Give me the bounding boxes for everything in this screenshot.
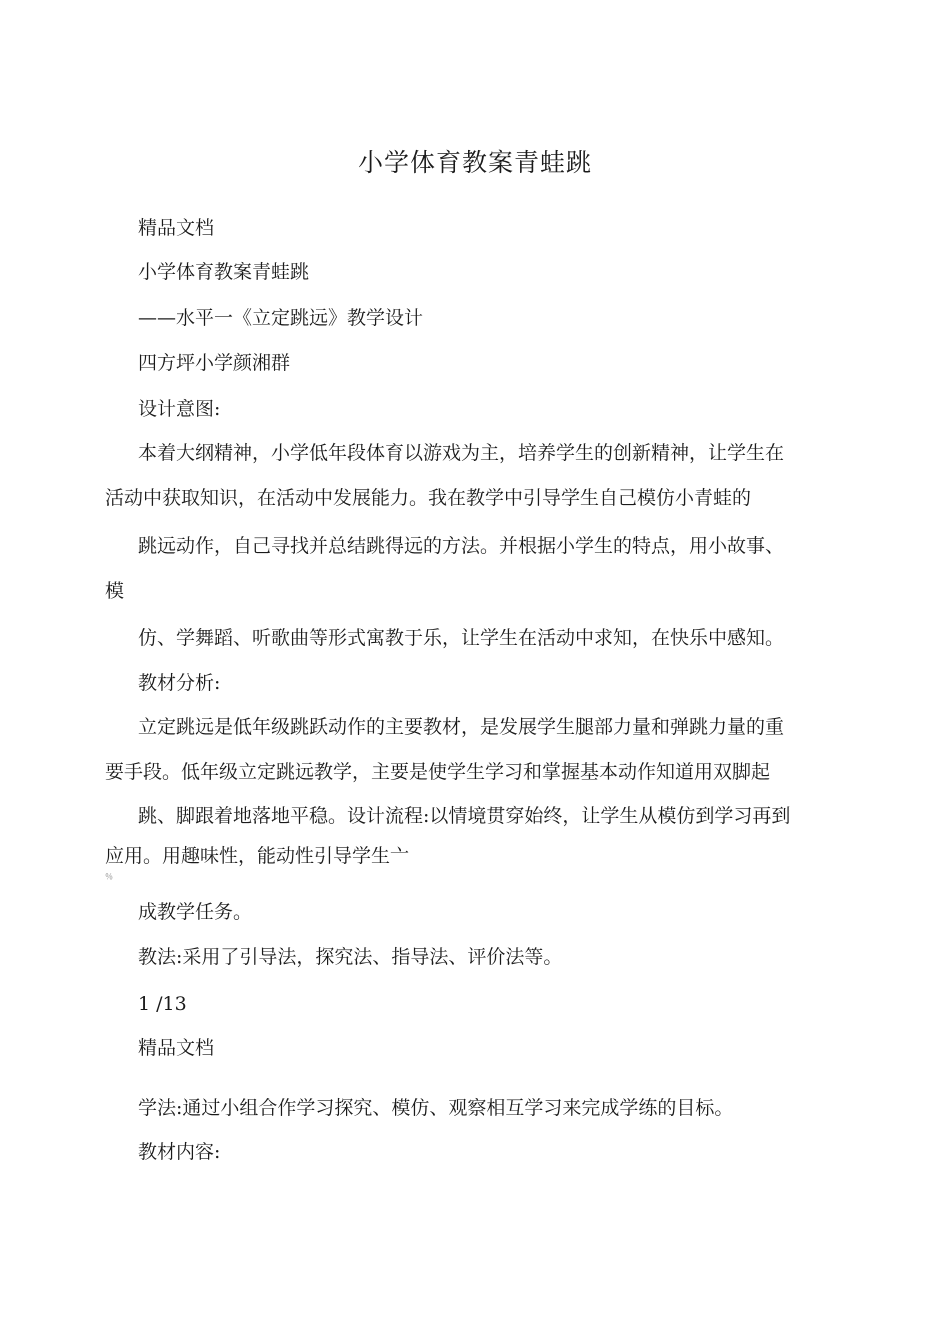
paragraph-line: 应用。用趣味性，能动性引导学生亠 bbox=[105, 845, 410, 867]
learning-method-line: 学法:通过小组合作学习探究、模仿、观察相互学习来完成学练的目标。 bbox=[138, 1097, 734, 1119]
paragraph-line: 要手段。低年级立定跳远教学，主要是使学生学习和掌握基本动作知道用双脚起 bbox=[105, 761, 771, 783]
page-number: 1 /13 bbox=[138, 993, 187, 1015]
section-heading-material-content: 教材内容: bbox=[138, 1141, 221, 1163]
paragraph-line: 立定跳远是低年级跳跃动作的主要教材，是发展学生腿部力量和弹跳力量的重 bbox=[138, 716, 785, 738]
header-label: 精品文档 bbox=[138, 1037, 215, 1059]
author-line: 四方坪小学颜湘群 bbox=[138, 352, 291, 374]
paragraph-line: 模 bbox=[105, 580, 125, 602]
section-heading-design-intent: 设计意图: bbox=[138, 398, 221, 420]
header-label: 精品文档 bbox=[138, 217, 215, 239]
paragraph-line: 跳、脚跟着地落地平稳。设计流程:以情境贯穿始终，让学生从模仿到学习再到 bbox=[138, 805, 791, 827]
doc-title-line: 小学体育教案青蛙跳 bbox=[138, 261, 310, 283]
section-heading-material-analysis: 教材分析: bbox=[138, 672, 221, 694]
paragraph-line: 仿、学舞蹈、听歌曲等形式寓教于乐，让学生在活动中求知，在快乐中感知。 bbox=[138, 627, 785, 649]
paragraph-line: 活动中获取知识，在活动中发展能力。我在教学中引导学生自己模仿小青蛙的 bbox=[105, 487, 752, 509]
paragraph-line: 本着大纲精神，小学低年段体育以游戏为主，培养学生的创新精神，让学生在 bbox=[138, 442, 785, 464]
paragraph-line: 成教学任务。 bbox=[138, 901, 253, 923]
teaching-method-line: 教法:采用了引导法，探究法、指导法、评价法等。 bbox=[138, 946, 563, 968]
paragraph-line: 跳远动作，自己寻找并总结跳得远的方法。并根据小学生的特点，用小故事、 bbox=[138, 535, 785, 557]
page-title: 小学体育教案青蛙跳 bbox=[357, 148, 592, 177]
doc-subtitle-line: ——水平一《立定跳远》教学设计 bbox=[138, 307, 424, 329]
scan-mark: ％ bbox=[105, 872, 113, 881]
